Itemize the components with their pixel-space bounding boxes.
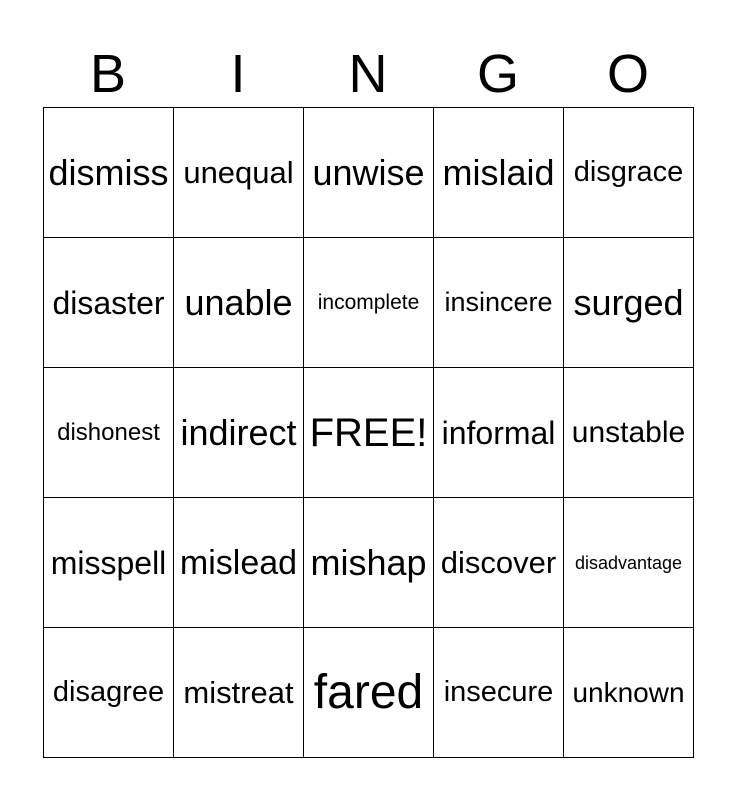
- board-row: [44, 368, 694, 498]
- board-row: [44, 238, 694, 368]
- header-letter-n: N: [348, 44, 388, 104]
- bingo-header: [43, 40, 693, 108]
- header-letter-g: G: [476, 44, 519, 104]
- bingo-board: [43, 107, 694, 758]
- bingo-cell: unable: [174, 238, 304, 368]
- header-letter-i: I: [230, 44, 246, 104]
- bingo-cell: mistreat: [174, 628, 304, 758]
- board-row: [44, 498, 694, 628]
- bingo-cell: insincere: [434, 238, 564, 368]
- bingo-cell: incomplete: [304, 238, 434, 368]
- bingo-cell: disagree: [44, 628, 174, 758]
- bingo-cell: unequal: [174, 108, 304, 238]
- bingo-cell: unknown: [564, 628, 694, 758]
- bingo-cell: surged: [564, 238, 694, 368]
- board-row: [44, 628, 694, 758]
- bingo-cell: unstable: [564, 368, 694, 498]
- bingo-cell: discover: [434, 498, 564, 628]
- bingo-cell: disaster: [44, 238, 174, 368]
- header-letter-o: O: [606, 44, 649, 104]
- header-letter-b: B: [89, 44, 127, 104]
- bingo-cell: insecure: [434, 628, 564, 758]
- board-row: [44, 108, 694, 238]
- bingo-cell: disgrace: [564, 108, 694, 238]
- bingo-cell: dishonest: [44, 368, 174, 498]
- bingo-cell: misspell: [44, 498, 174, 628]
- bingo-cell: informal: [434, 368, 564, 498]
- bingo-cell: mislaid: [434, 108, 564, 238]
- bingo-cell: unwise: [304, 108, 434, 238]
- bingo-cell: disadvantage: [564, 498, 694, 628]
- bingo-cell: mislead: [174, 498, 304, 628]
- bingo-cell: dismiss: [44, 108, 174, 238]
- bingo-cell: indirect: [174, 368, 304, 498]
- bingo-cell: mishap: [304, 498, 434, 628]
- free-space-cell: FREE!: [304, 368, 434, 498]
- bingo-cell: fared: [304, 628, 434, 758]
